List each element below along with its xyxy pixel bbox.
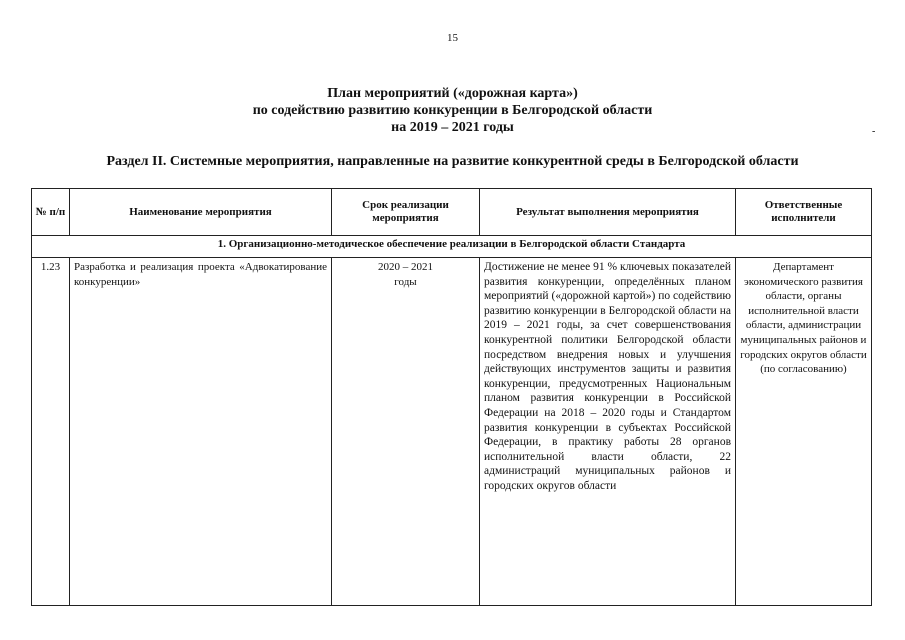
- cell-responsible: Департамент экономического развития области, органы исполнительной власти области, администрации муниципальных районов и городских округов области (по согласованию): [736, 258, 872, 606]
- header-result: Результат выполнения мероприятия: [480, 189, 736, 236]
- cell-name: Разработка и реализация проекта «Адвокатирование конкуренции»: [70, 258, 332, 606]
- page-number: 15: [447, 32, 458, 44]
- plan-table: [31, 188, 872, 606]
- header-name: Наименование мероприятия: [70, 189, 332, 236]
- header-term: Срок реализации мероприятия: [332, 189, 480, 236]
- margin-dash-mark: -: [872, 126, 876, 137]
- header-responsible: Ответственные исполнители: [736, 189, 872, 236]
- header-num: № п/п: [32, 189, 70, 236]
- title-line-1: План мероприятий («дорожная карта»): [327, 86, 578, 101]
- term-years: 2020 – 2021: [378, 261, 433, 273]
- cell-num: 1.23: [32, 258, 70, 606]
- cell-result: Достижение не менее 91 % ключевых показателей развития конкуренции, определённых планом мероприятий («дорожной картой») по содействию развитию конкуренции в Белгородской области на 2019 – 2021 годы, за счет совершенствования конкурентной политики Белгородской области посредством внедрения новых и улучшения действующих инструментов защиты и развития конкуренции, предусмотренных Национальным планом развития конкуренции в Российской Федерации на 2018 – 2020 годы и Стандартом развития конкуренции в субъектах Российской Федерации, в практику работы 28 органов исполнительной власти области, 22 администраций муниципальных районов и городских округов области: [480, 258, 736, 606]
- term-unit: годы: [394, 275, 417, 288]
- title-line-3: на 2019 – 2021 годы: [391, 120, 514, 135]
- table-row: [32, 258, 872, 606]
- title-line-2: по содействию развитию конкуренции в Белгородской области: [252, 103, 653, 118]
- cell-term: [332, 258, 480, 606]
- document-title: [0, 85, 905, 136]
- group-row: [32, 236, 872, 258]
- section-heading: Раздел II. Системные мероприятия, направленные на развитие конкурентной среды в Белгородской области: [106, 154, 799, 169]
- group-title: 1. Организационно-методическое обеспечение реализации в Белгородской области Стандарта: [32, 236, 872, 258]
- table-header-row: [32, 189, 872, 236]
